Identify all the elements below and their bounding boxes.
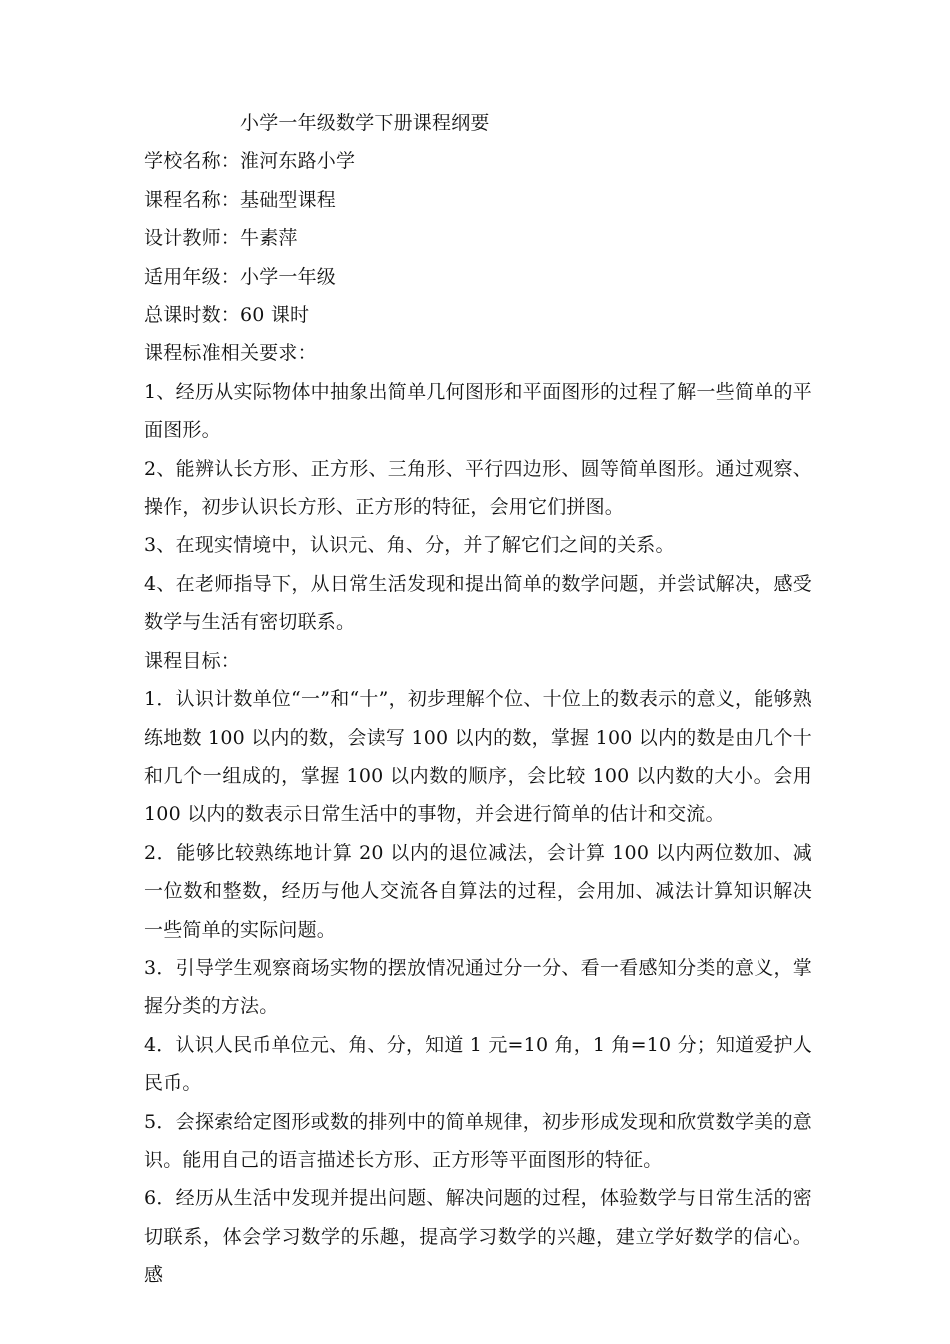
goals-heading: 课程目标： xyxy=(144,649,241,672)
goal-item-1: 1．认识计数单位“一”和“十”，初步理解个位、十位上的数表示的意义，能够熟练地数 100 以内的数，会读写 100 以内的数，掌握 100 以内的数是由几个十和几个一组成的，掌握 100 以内数的顺序，会比较 100 以内数的大小。会用 100 以内的数表示日常生活中的事物，并会进行简单的估计和交流。 xyxy=(144,688,812,826)
course-name: 课程名称：基础型课程 xyxy=(144,188,337,211)
standards-heading: 课程标准相关要求： xyxy=(144,342,317,365)
standard-item-2: 2、能辨认长方形、正方形、三角形、平行四边形、圆等简单图形。通过观察、操作，初步认识长方形、正方形的特征，会用它们拼图。 xyxy=(144,457,812,519)
standard-item-3: 3、在现实情境中，认识元、角、分，并了解它们之间的关系。 xyxy=(144,534,675,557)
document-title: 小学一年级数学下册课程纲要 xyxy=(240,112,490,134)
goal-item-5: 5．会探索给定图形或数的排列中的简单规律，初步形成发现和欣赏数学美的意识。能用自己的语言描述长方形、正方形等平面图形的特征。 xyxy=(144,1110,812,1171)
goal-item-6: 6．经历从生活中发现并提出问题、解决问题的过程，体验数学与日常生活的密切联系，体会学习数学的乐趣，提高学习数学的兴趣，建立学好数学的信心。感 xyxy=(144,1187,812,1287)
goal-item-2: 2．能够比较熟练地计算 20 以内的退位减法，会计算 100 以内两位数加、减一位数和整数，经历与他人交流各自算法的过程，会用加、减法计算知识解决一些简单的实际问题。 xyxy=(144,841,812,941)
goal-item-3: 3．引导学生观察商场实物的摆放情况通过分一分、看一看感知分类的意义，掌握分类的方法。 xyxy=(144,956,812,1018)
standard-item-1: 1、经历从实际物体中抽象出简单几何图形和平面图形的过程了解一些简单的平面图形。 xyxy=(144,380,812,442)
applicable-grade: 适用年级：小学一年级 xyxy=(144,265,337,288)
designer-teacher: 设计教师：牛素萍 xyxy=(144,227,298,250)
total-hours: 总课时数：60 课时 xyxy=(144,304,310,327)
school-name: 学校名称：淮河东路小学 xyxy=(144,150,356,173)
document-body xyxy=(144,104,812,1295)
goal-item-4: 4．认识人民币单位元、角、分，知道 1 元=10 角，1 角=10 分；知道爱护人民币。 xyxy=(144,1033,812,1095)
standard-item-4: 4、在老师指导下，从日常生活发现和提出简单的数学问题，并尝试解决，感受数学与生活有密切联系。 xyxy=(144,572,812,634)
